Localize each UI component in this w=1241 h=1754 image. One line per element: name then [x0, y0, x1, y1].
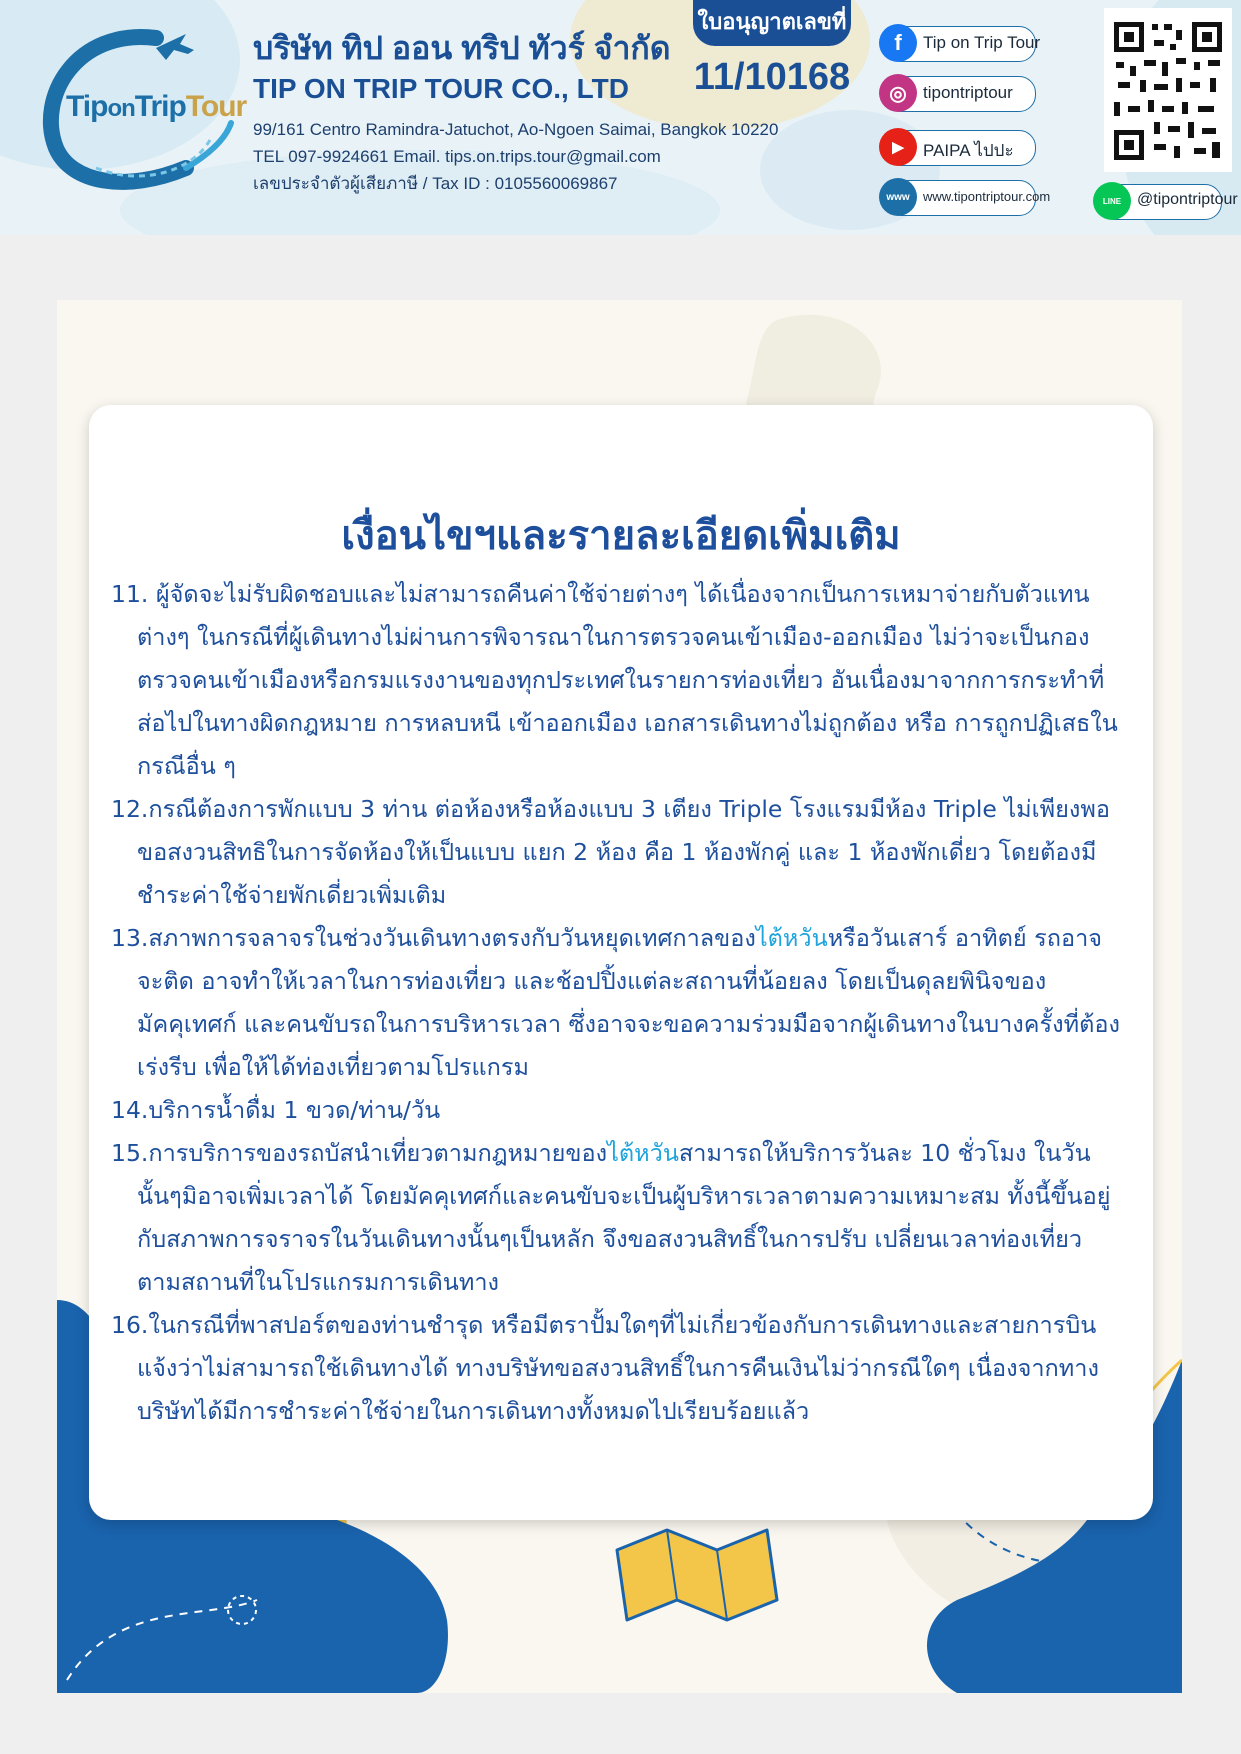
conditions-card	[89, 405, 1153, 1520]
social-facebook[interactable]	[884, 26, 1041, 62]
letterhead	[0, 0, 1241, 235]
condition-item-12: 12.กรณีต้องการพักแบบ 3 ท่าน ต่อห้องหรือห้องแบบ 3 เตียง Triple โรงแรมมีห้อง Triple ไม่เพียงพอ ขอสงวนสิทธิในการจัดห้องให้เป็นแบบ แยก 2 ห้อง คือ 1 ห้องพักคู่ และ 1 ห้องพักเดี่ยว โดยต้องมีชำระค่าใช้จ่ายพักเดี่ยวเพิ่มเติม	[111, 795, 1111, 909]
license-number: 11/10168	[693, 56, 851, 98]
social-instagram-label: tipontriptour	[923, 83, 1013, 102]
company-contact: TEL 097-9924661 Email. tips.on.trips.tour@gmail.com	[253, 147, 661, 166]
condition-item-16: 16.ในกรณีที่พาสปอร์ตของท่านชำรุด หรือมีตราปั้มใดๆที่ไม่เกี่ยวข้องกับการเดินทางและสายการบินแจ้งว่าไม่สามารถใช้เดินทางได้ ทางบริษัทขอสงวนสิทธิ์ในการคืนเงินไม่ว่ากรณีใดๆ เนื่องจากทางบริษัทได้มีการชำระค่าใช้จ่ายในการเดินทางทั้งหมดไปเรียบร้อยแล้ว	[111, 1311, 1099, 1425]
website-icon: www	[879, 178, 917, 216]
social-website-label: www.tipontriptour.com	[923, 189, 1051, 204]
condition-item-13: 13.สภาพการจลาจรในช่วงวันเดินทางตรงกับวันหยุดเทศกาลของไต้หวันหรือวันเสาร์ อาทิตย์ รถอาจจะติด อาจทำให้เวลาในการท่องเที่ยว และช้อปปิ้งแต่ละสถานที่น้อยลง โดยเป็นดุลยพินิจของมัคคุเทศก์ และคนขับรถในการบริหารเวลา ซึ่งอาจจะขอความร่วมมือจากผู้เดินทางในบางครั้งที่ต้องเร่งรีบ เพื่อให้ได้ท่องเที่ยวตามโปรแกรม	[111, 924, 1120, 1081]
company-tax-id: เลขประจำตัวผู้เสียภาษี / Tax ID : 0105560069867	[253, 174, 618, 193]
facebook-icon: f	[879, 24, 917, 62]
company-name-english: TIP ON TRIP TOUR CO., LTD	[253, 73, 629, 104]
line-icon: LINE	[1093, 182, 1131, 220]
social-line[interactable]	[1098, 184, 1238, 220]
folded-map-icon	[617, 1530, 777, 1620]
social-instagram[interactable]	[884, 76, 1036, 112]
company-info	[253, 116, 778, 197]
page-title: เงื่อนไขฯและรายละเอียดเพิ่มเติม	[341, 513, 901, 559]
qr-code-icon	[1104, 8, 1232, 172]
company-details	[253, 28, 778, 197]
license-label: ใบอนุญาตเลขที่	[693, 0, 851, 46]
youtube-icon: ▶	[879, 128, 917, 166]
condition-item-11: 11. ผู้จัดจะไม่รับผิดชอบและไม่สามารถคืนค่าใช้จ่ายต่างๆ ได้เนื่องจากเป็นการเหมาจ่ายกับตัวแทนต่างๆ ในกรณีที่ผู้เดินทางไม่ผ่านการพิจารณาในการตรวจคนเข้าเมือง-ออกเมือง ไม่ว่าจะเป็นกองตรวจคนเข้าเมืองหรือกรมแรงงานของทุกประเทศในรายการท่องเที่ยว อันเนื่องมาจากการกระทำที่ส่อไปในทางผิดกฎหมาย การหลบหนี เข้าออกเมือง เอกสารเดินทางไม่ถูกต้อง หรือ การถูกปฏิเสธในกรณีอื่น ๆ	[111, 580, 1118, 780]
condition-item-14: 14.บริการน้ำดื่ม 1 ขวด/ท่าน/วัน	[111, 1096, 441, 1124]
company-name-thai: บริษัท ทิป ออน ทริป ทัวร์ จำกัด	[253, 30, 671, 66]
qr-code	[1104, 8, 1232, 172]
logo-wordmark: TiponTripTour	[66, 90, 247, 123]
social-youtube-label: PAIPA ไปปะ	[923, 141, 1014, 160]
condition-item-15: 15.การบริการของรถบัสนำเที่ยวตามกฎหมายของไต้หวันสามารถให้บริการวันละ 10 ชั่วโมง ในวันนั้นๆมิอาจเพิ่มเวลาได้ โดยมัคคุเทศก์และคนขับจะเป็นผู้บริหารเวลาตามความเหมาะสม ทั้งนี้ขึ้นอยู่กับสภาพการจราจรในวันเดินทางนั้นๆเป็นหลัก จึงขอสงวนสิทธิ์ในการปรับ เปลี่ยนเวลาท่องเที่ยวตามสถานที่ในโปรแกรมการเดินทาง	[111, 1139, 1111, 1296]
page-panel	[57, 300, 1182, 1693]
social-facebook-label: Tip on Trip Tour	[923, 33, 1041, 52]
company-logo	[36, 18, 247, 203]
highlight-taiwan: ไต้หวัน	[755, 924, 828, 952]
conditions-list	[111, 573, 1126, 1433]
social-line-label: @tipontriptour	[1137, 191, 1238, 208]
company-address: 99/161 Centro Ramindra-Jatuchot, Ao-Ngoen Saimai, Bangkok 10220	[253, 120, 779, 139]
social-youtube[interactable]	[884, 130, 1036, 166]
instagram-icon: ◎	[879, 74, 917, 112]
social-website[interactable]	[884, 180, 1051, 216]
highlight-taiwan: ไต้หวัน	[607, 1139, 679, 1167]
